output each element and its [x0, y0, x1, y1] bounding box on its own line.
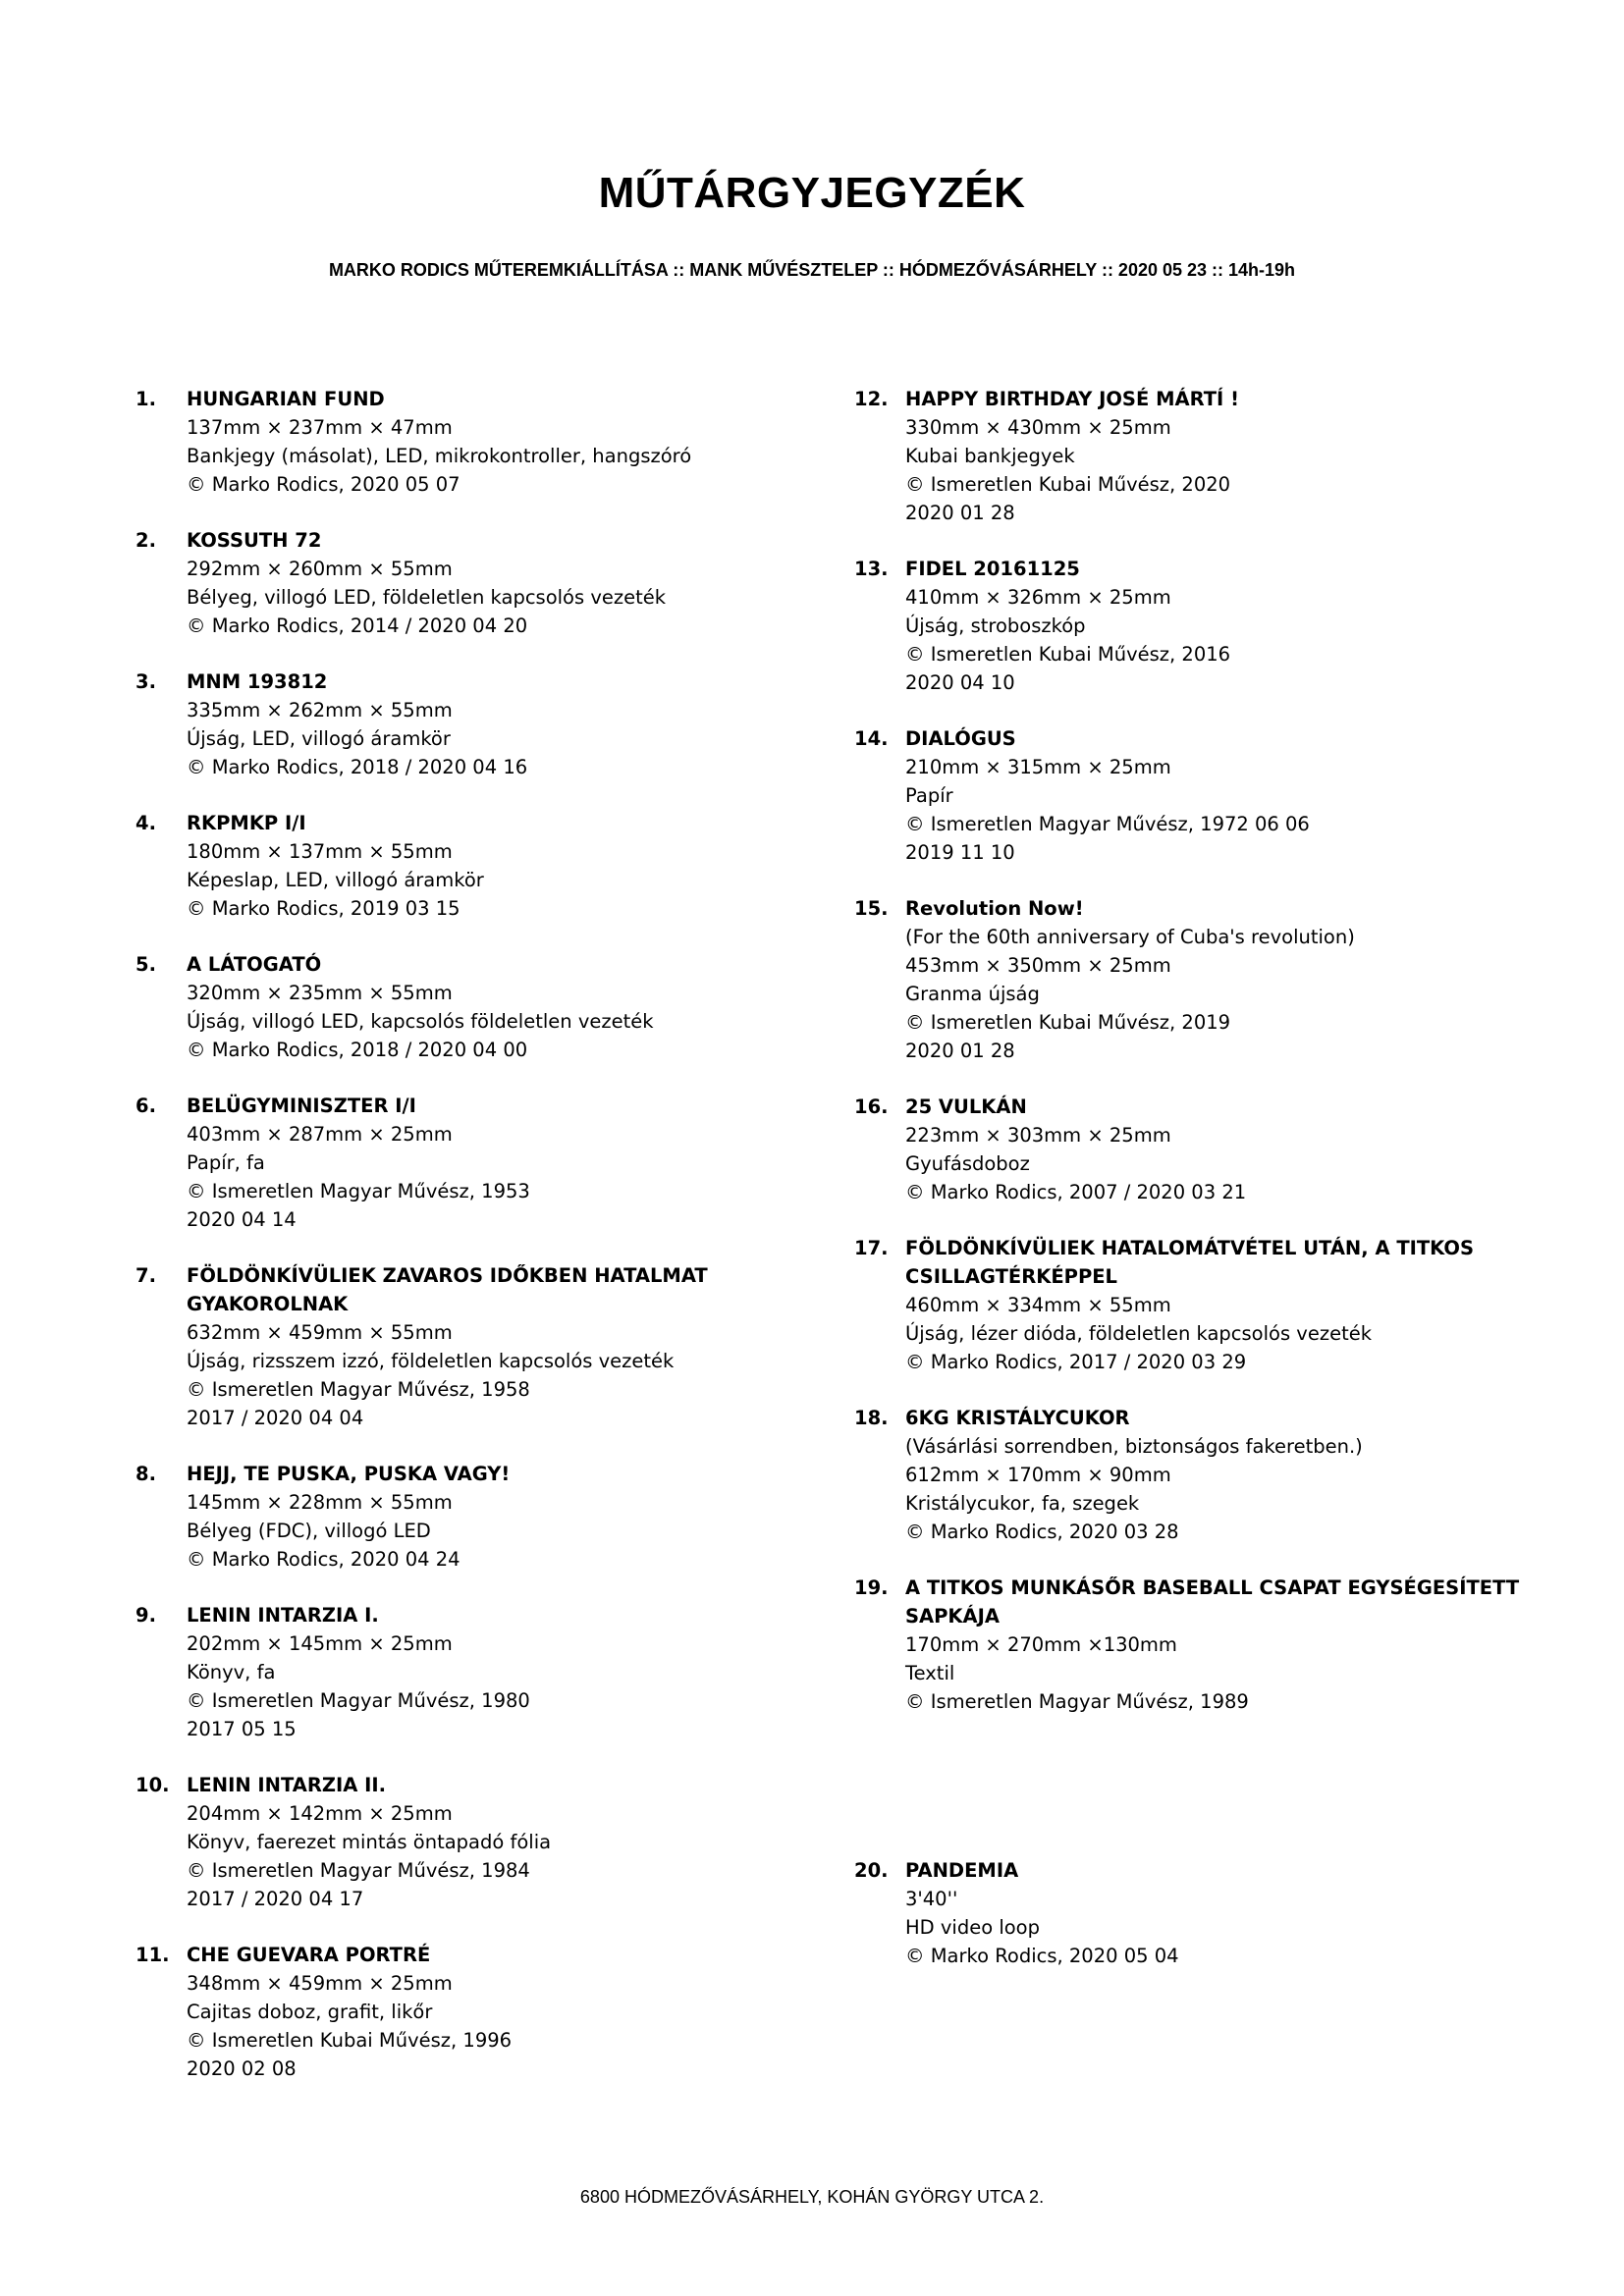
- entry-detail-line: 2020 01 28: [905, 1040, 1015, 1062]
- entry-number: 12.: [854, 388, 889, 410]
- entry-detail-line: © Ismeretlen Kubai Művész, 2019: [905, 1011, 1231, 1034]
- entry-title: CHE GUEVARA PORTRÉ: [187, 1944, 431, 1966]
- entry-detail-line: Képeslap, LED, villogó áramkör: [187, 869, 484, 891]
- entry-detail-line: © Marko Rodics, 2018 / 2020 04 16: [187, 756, 528, 778]
- entry-detail-line: Kubai bankjegyek: [905, 445, 1075, 467]
- entry-title: HUNGARIAN FUND: [187, 388, 385, 410]
- entry-detail-line: 410mm × 326mm × 25mm: [905, 586, 1171, 609]
- entry-detail-line: Gyufásdoboz: [905, 1152, 1030, 1175]
- artwork-entry: [854, 1093, 1522, 1206]
- entry-detail-line: Újság, lézer dióda, földeletlen kapcsolós vezeték: [905, 1322, 1373, 1345]
- entry-title: HEJJ, TE PUSKA, PUSKA VAGY!: [187, 1463, 511, 1485]
- entry-detail-line: 145mm × 228mm × 55mm: [187, 1491, 453, 1514]
- entry-detail-line: Újság, stroboszkóp: [905, 614, 1086, 637]
- right-column: [854, 385, 1522, 1998]
- entry-detail-line: 2017 05 15: [187, 1718, 297, 1740]
- entry-title: LENIN INTARZIA II.: [187, 1774, 387, 1796]
- artwork-entry: [135, 667, 784, 781]
- page-subtitle: MARKO RODICS MŰTEREMKIÁLLÍTÁSA :: MANK MŰVÉSZTELEP :: HÓDMEZŐVÁSÁRHELY :: 2020 05 23 :: 14h-19h: [328, 260, 1296, 280]
- artwork-entry: [854, 555, 1522, 697]
- entry-detail-line: Újság, villogó LED, kapcsolós földeletlen vezeték: [187, 1010, 654, 1033]
- entry-detail-line: 2017 / 2020 04 04: [187, 1407, 364, 1429]
- entry-detail-line: 3'40'': [905, 1888, 958, 1910]
- entry-detail-line: Könyv, faerezet mintás öntapadó fólia: [187, 1831, 552, 1853]
- entry-title: HAPPY BIRTHDAY JOSÉ MÁRTÍ !: [905, 388, 1239, 410]
- page-title: MŰTÁRGYJEGYZÉK: [598, 169, 1026, 217]
- entry-number: 3.: [135, 670, 156, 693]
- entry-detail-line: 292mm × 260mm × 55mm: [187, 558, 453, 580]
- artwork-entry: [854, 1234, 1522, 1376]
- left-column: [135, 385, 784, 2110]
- entry-detail-line: (For the 60th anniversary of Cuba's revolution): [905, 926, 1355, 948]
- entry-number: 13.: [854, 558, 889, 580]
- entry-number: 7.: [135, 1264, 156, 1287]
- entry-detail-line: 180mm × 137mm × 55mm: [187, 840, 453, 863]
- artwork-entry: [135, 385, 784, 499]
- entry-detail-line: 330mm × 430mm × 25mm: [905, 416, 1171, 439]
- entry-number: 4.: [135, 812, 156, 834]
- entry-detail-line: HD video loop: [905, 1916, 1040, 1939]
- entry-detail-line: Bélyeg, villogó LED, földeletlen kapcsolós vezeték: [187, 586, 667, 609]
- entry-title: Revolution Now!: [905, 897, 1084, 920]
- artwork-entry: [854, 1574, 1522, 1716]
- entry-detail-line: Könyv, fa: [187, 1661, 276, 1683]
- entry-title: LENIN INTARZIA I.: [187, 1604, 379, 1627]
- entry-detail-line: Granma újság: [905, 983, 1040, 1005]
- entry-title: DIALÓGUS: [905, 727, 1016, 750]
- entry-detail-line: © Ismeretlen Magyar Művész, 1972 06 06: [905, 813, 1310, 835]
- entry-detail-line: Textil: [905, 1662, 955, 1684]
- artwork-entry: [135, 1771, 784, 1913]
- entry-detail-line: 335mm × 262mm × 55mm: [187, 699, 453, 721]
- artwork-entry: [135, 1092, 784, 1234]
- entry-number: 19.: [854, 1576, 889, 1599]
- entry-detail-line: 210mm × 315mm × 25mm: [905, 756, 1171, 778]
- artwork-entry: [135, 950, 784, 1064]
- entry-title: FIDEL 20161125: [905, 558, 1080, 580]
- entry-detail-line: Papír, fa: [187, 1151, 265, 1174]
- entry-title: 6KG KRISTÁLYCUKOR: [905, 1407, 1130, 1429]
- entry-number: 16.: [854, 1095, 889, 1118]
- entry-number: 6.: [135, 1095, 156, 1117]
- entry-title: 25 VULKÁN: [905, 1095, 1027, 1118]
- entry-detail-line: © Marko Rodics, 2017 / 2020 03 29: [905, 1351, 1247, 1373]
- artwork-entry: [135, 1261, 784, 1432]
- entry-detail-line: Kristálycukor, fa, szegek: [905, 1492, 1140, 1515]
- entry-number: 20.: [854, 1859, 889, 1882]
- entry-detail-line: Cajitas doboz, grafit, likőr: [187, 2001, 433, 2023]
- entry-title: FÖLDÖNKÍVÜLIEK HATALOMÁTVÉTEL UTÁN, A TITKOS CSILLAGTÉRKÉPPEL: [905, 1237, 1475, 1288]
- entry-number: 18.: [854, 1407, 889, 1429]
- entry-detail-line: 348mm × 459mm × 25mm: [187, 1972, 453, 1995]
- entry-detail-line: Bélyeg (FDC), villogó LED: [187, 1520, 431, 1542]
- artwork-entry: [854, 1856, 1522, 1970]
- entry-detail-line: © Marko Rodics, 2020 04 24: [187, 1548, 460, 1571]
- entry-detail-line: 460mm × 334mm × 55mm: [905, 1294, 1171, 1316]
- entry-detail-line: Bankjegy (másolat), LED, mikrokontroller, hangszóró: [187, 445, 692, 467]
- artwork-entry: [135, 1460, 784, 1574]
- entry-detail-line: © Ismeretlen Magyar Művész, 1984: [187, 1859, 530, 1882]
- artwork-entry: [854, 1404, 1522, 1546]
- entry-detail-line: (Vásárlási sorrendben, biztonságos fakeretben.): [905, 1435, 1363, 1458]
- entry-number: 17.: [854, 1237, 889, 1259]
- entry-detail-line: © Ismeretlen Kubai Művész, 2016: [905, 643, 1231, 666]
- entry-detail-line: © Marko Rodics, 2020 03 28: [905, 1521, 1179, 1543]
- entry-detail-line: © Ismeretlen Magyar Művész, 1958: [187, 1378, 530, 1401]
- entry-detail-line: 2017 / 2020 04 17: [187, 1888, 364, 1910]
- artwork-entry: [135, 1941, 784, 2083]
- entry-number: 5.: [135, 953, 156, 976]
- entry-number: 9.: [135, 1604, 156, 1627]
- entry-detail-line: © Marko Rodics, 2018 / 2020 04 00: [187, 1039, 528, 1061]
- entry-detail-line: 137mm × 237mm × 47mm: [187, 416, 453, 439]
- artwork-entry: [854, 385, 1522, 527]
- artwork-entry: [135, 809, 784, 923]
- artwork-entry: [854, 724, 1522, 867]
- entry-number: 2.: [135, 529, 156, 552]
- entry-detail-line: Újság, LED, villogó áramkör: [187, 727, 451, 750]
- entry-detail-line: 612mm × 170mm × 90mm: [905, 1464, 1171, 1486]
- footer-address: 6800 HÓDMEZŐVÁSÁRHELY, KOHÁN GYÖRGY UTCA 2.: [579, 2187, 1045, 2207]
- entry-number: 15.: [854, 897, 889, 920]
- entry-title: KOSSUTH 72: [187, 529, 322, 552]
- entry-detail-line: 632mm × 459mm × 55mm: [187, 1321, 453, 1344]
- entry-detail-line: © Marko Rodics, 2020 05 07: [187, 473, 460, 496]
- entry-detail-line: © Marko Rodics, 2007 / 2020 03 21: [905, 1181, 1247, 1203]
- entry-detail-line: © Ismeretlen Magyar Művész, 1953: [187, 1180, 530, 1202]
- entry-title: MNM 193812: [187, 670, 328, 693]
- entry-number: 1.: [135, 388, 156, 410]
- entry-title: BELÜGYMINISZTER I/I: [187, 1095, 416, 1117]
- entry-title: FÖLDÖNKÍVÜLIEK ZAVAROS IDŐKBEN HATALMAT GYAKOROLNAK: [187, 1264, 708, 1315]
- entry-title: A LÁTOGATÓ: [187, 953, 322, 976]
- entry-detail-line: 204mm × 142mm × 25mm: [187, 1802, 453, 1825]
- entry-title: RKPMKP I/I: [187, 812, 306, 834]
- entry-detail-line: Papír: [905, 784, 953, 807]
- entry-number: 11.: [135, 1944, 170, 1966]
- entry-detail-line: © Ismeretlen Kubai Művész, 2020: [905, 473, 1231, 496]
- entry-detail-line: 2020 02 08: [187, 2057, 297, 2080]
- entry-number: 8.: [135, 1463, 156, 1485]
- entry-detail-line: © Ismeretlen Magyar Művész, 1980: [187, 1689, 530, 1712]
- entry-detail-line: © Ismeretlen Magyar Művész, 1989: [905, 1690, 1249, 1713]
- entry-detail-line: 2020 04 10: [905, 671, 1015, 694]
- entry-detail-line: 320mm × 235mm × 55mm: [187, 982, 453, 1004]
- entry-detail-line: 223mm × 303mm × 25mm: [905, 1124, 1171, 1147]
- entry-detail-line: 2019 11 10: [905, 841, 1015, 864]
- artwork-entry: [135, 526, 784, 640]
- artwork-entry: [135, 1601, 784, 1743]
- entry-detail-line: © Ismeretlen Kubai Művész, 1996: [187, 2029, 513, 2052]
- entry-number: 10.: [135, 1774, 170, 1796]
- entry-detail-line: 170mm × 270mm ×130mm: [905, 1633, 1177, 1656]
- entry-detail-line: 403mm × 287mm × 25mm: [187, 1123, 453, 1146]
- entry-title: PANDEMIA: [905, 1859, 1019, 1882]
- entry-detail-line: 2020 04 14: [187, 1208, 297, 1231]
- entry-detail-line: © Marko Rodics, 2019 03 15: [187, 897, 460, 920]
- artwork-entry: [854, 894, 1522, 1065]
- entry-detail-line: Újság, rizsszem izzó, földeletlen kapcsolós vezeték: [187, 1350, 675, 1372]
- entry-detail-line: 202mm × 145mm × 25mm: [187, 1632, 453, 1655]
- column-spacer: [854, 1743, 1522, 1856]
- entry-detail-line: 2020 01 28: [905, 502, 1015, 524]
- entry-detail-line: © Marko Rodics, 2014 / 2020 04 20: [187, 614, 528, 637]
- entry-detail-line: 453mm × 350mm × 25mm: [905, 954, 1171, 977]
- entry-detail-line: © Marko Rodics, 2020 05 04: [905, 1945, 1179, 1967]
- entry-title: A TITKOS MUNKÁSŐR BASEBALL CSAPAT EGYSÉGESÍTETT SAPKÁJA: [905, 1576, 1520, 1628]
- entry-number: 14.: [854, 727, 889, 750]
